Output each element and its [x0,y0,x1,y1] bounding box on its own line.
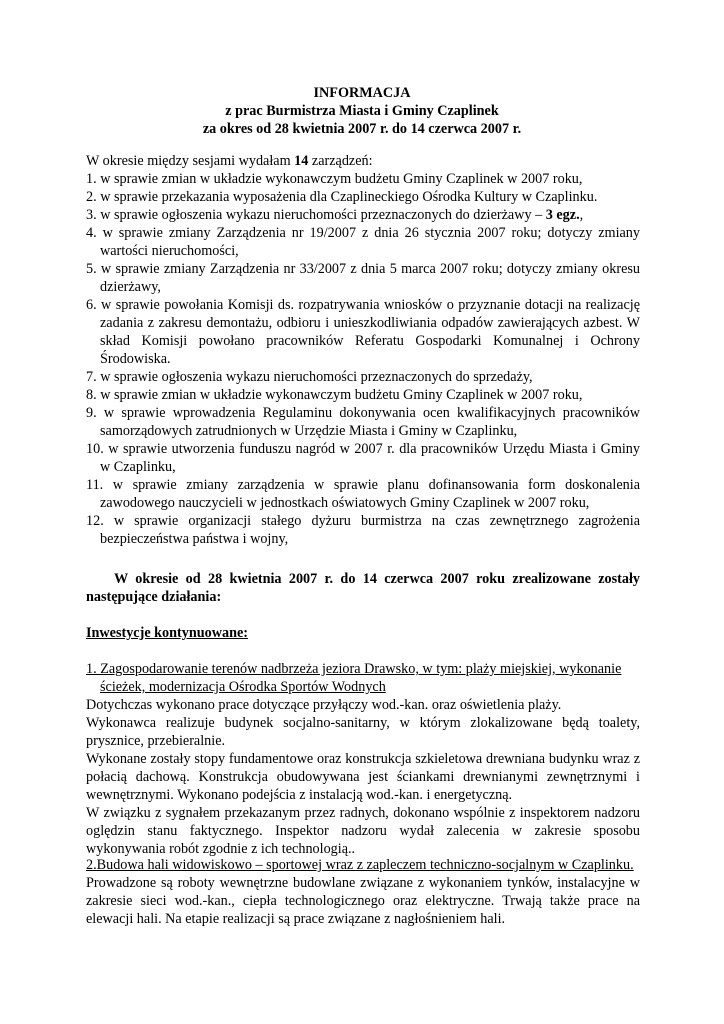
intro-text-end: zarządzeń: [308,153,373,169]
decree-item-8: 8. w sprawie zmian w układzie wykonawczym budżetu Gminy Czaplinek w 2007 roku, [86,387,583,403]
decree-item-1: 1. w sprawie zmian w układzie wykonawczym budżetu Gminy Czaplinek w 2007 roku, [86,171,583,187]
decree-item-10: 10. w sprawie utworzenia funduszu nagród w 2007 r. dla pracowników Urzędu Miasta i Gminy w Czaplinku, [86,441,640,475]
decree-item-9: 9. w sprawie wprowadzenia Regulaminu dokonywania ocen kwalifikacyjnych pracowników samorządowych zatrudnionych w Urzędzie Miasta i Gminy w Czaplinku, [86,405,640,439]
copies-count: 3 egz. [545,207,580,223]
header-title: INFORMACJA [313,85,411,101]
header-period: za okres od 28 kwietnia 2007 r. do 14 czerwca 2007 r. [202,121,522,137]
decree-item-3: 3. w sprawie ogłoszenia wykazu nieruchomości przeznaczonych do dzierżawy – 3 egz., [86,207,584,223]
decree-item-11: 11. w sprawie zmiany zarządzenia w sprawie planu dofinansowania form doskonalenia zawodowego nauczycieli w jednostkach oświatowych Gminy Czaplinek w 2007 roku, [86,477,640,511]
decree-item-2: 2. w sprawie przekazania wyposażenia dla Czaplineckiego Ośrodka Kultury w Czaplinku. [86,189,598,205]
decree-item-7: 7. w sprawie ogłoszenia wykazu nieruchomości przeznaczonych do sprzedaży, [86,369,533,385]
decrees-section [86,152,640,548]
header-subtitle: z prac Burmistrza Miasta i Gminy Czaplinek [225,103,499,119]
investment-1-paragraph-2: Wykonawca realizuje budynek socjalno-sanitarny, w którym zlokalizowane będą toalety, prysznice, przebieralnie. [86,715,640,749]
investment-2-title: 2.Budowa hali widowiskowo – sportowej wraz z zapleczem techniczno-socjalnym w Czaplinku. [86,857,634,873]
intro-line [86,152,640,170]
decree-item-12: 12. w sprawie organizacji stałego dyżuru burmistrza na czas zewnętrznego zagrożenia bezpieczeństwa państwa i wojny, [86,513,640,547]
decree-item-6: 6. w sprawie powołania Komisji ds. rozpatrywania wniosków o przyznanie dotacji na realizację zadania z zakresu demontażu, odbioru i unieszkodliwiania odpadów zawierających azbest. W skład Komisji powołano pracowników Referatu Gospodarki Komunalnej i Ochrony Środowiska. [86,297,640,367]
investment-1-paragraph-3: Wykonane zostały stopy fundamentowe oraz konstrukcja szkieletowa drewniana budynku wraz z połacią dachową. Konstrukcja obudowywana jest ściankami drewnianymi zewnętrznymi i wewnętrznymi. Wykonano podejścia z instalacją wod.-kan. i energetyczną. [86,751,640,803]
section-title: Inwestycje kontynuowane: [86,625,248,641]
investment-1-paragraph-4: W związku z sygnałem przekazanym przez radnych, dokonano wspólnie z inspektorem nadzoru oględzin stanu faktycznego. Inspektor nadzoru wydał zalecenia w zakresie sposobu wykonywania robót zgodnie z ich technologią.. [86,805,640,857]
realized-actions-heading: W okresie od 28 kwietnia 2007 r. do 14 czerwca 2007 roku zrealizowane zostały następujące działania: [86,571,640,605]
investment-2-paragraph-1: Prowadzone są roboty wewnętrzne budowlane związane z wykonaniem tynków, instalacyjne w zakresie sieci wod.-kan., ciepła technologicznego oraz elektryczne. Trwają także prace na elewacji hali. Na etapie realizacji są prace związane z nagłośnieniem hali. [86,875,640,927]
intro-text: W okresie między sesjami wydałam [86,153,295,169]
investment-2 [86,856,640,928]
investment-1-paragraph-1: Dotychczas wykonano prace dotyczące przyłączy wod.-kan. oraz oświetlenia plaży. [86,697,562,713]
decree-item-5: 5. w sprawie zmiany Zarządzenia nr 33/2007 z dnia 5 marca 2007 roku; dotyczy zmiany okresu dzierżawy, [86,261,640,295]
investment-1-title: 1. Zagospodarowanie terenów nadbrzeża jeziora Drawsko, w tym: plaży miejskiej, wykonanie ścieżek, modernizacja Ośrodka Sportów Wodnych [86,661,622,695]
document-header [0,84,724,138]
decree-item-4: 4. w sprawie zmiany Zarządzenia nr 19/2007 z dnia 26 stycznia 2007 roku; dotyczy zmiany wartości nieruchomości, [86,225,640,259]
investment-1 [86,660,640,858]
decree-count: 14 [294,153,309,169]
